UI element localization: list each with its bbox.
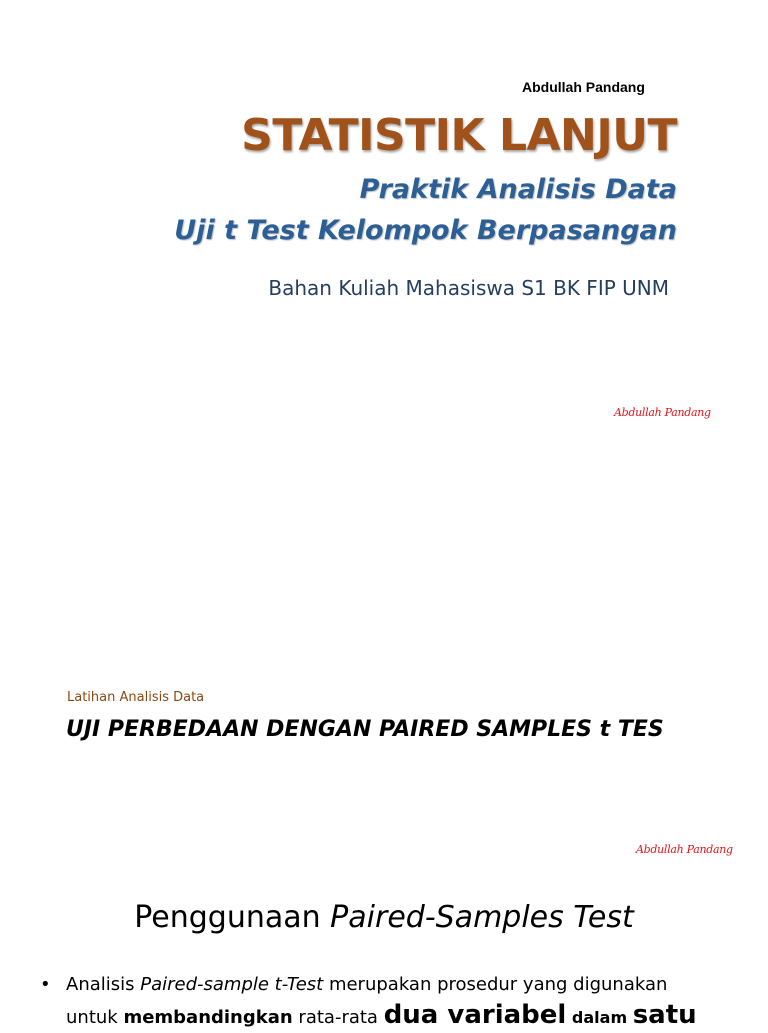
exercise-label: Latihan Analisis Data — [67, 690, 205, 705]
course-description: Bahan Kuliah Mahasiswa S1 BK FIP UNM — [268, 276, 669, 300]
text-segment: merupakan prosedur yang digunakan — [323, 974, 668, 995]
author-signature-2: Abdullah Pandang — [636, 843, 733, 856]
bullet-icon: • — [40, 974, 51, 995]
text-segment-italic: Paired-sample t-Test — [140, 974, 324, 995]
usage-title-italic: Paired-Samples Test — [330, 900, 634, 935]
usage-title-plain: Penggunaan — [134, 900, 331, 935]
author-signature: Abdullah Pandang — [614, 406, 711, 419]
bullet-line-1 — [40, 970, 740, 1000]
text-segment: untuk — [66, 1007, 124, 1028]
text-segment: rata-rata — [292, 1007, 384, 1028]
subtitle-line-2: Uji t Test Kelompok Berpasangan — [174, 215, 677, 246]
subtitle-line-1: Praktik Analisis Data — [359, 174, 677, 205]
bullet-line-2 — [40, 1000, 740, 1033]
text-segment: Analisis — [66, 974, 141, 995]
author-name: Abdullah Pandang — [522, 79, 645, 95]
section-heading: UJI PERBEDAAN DENGAN PAIRED SAMPLES t TES — [66, 717, 664, 742]
text-segment-bold: dalam — [566, 1008, 633, 1027]
text-segment-bold: membandingkan — [123, 1007, 293, 1028]
slide-title: STATISTIK LANJUT — [241, 110, 677, 161]
text-segment-emphasis: dua variabel — [383, 1000, 567, 1030]
text-segment-emphasis: satu — [632, 1000, 697, 1030]
usage-title — [0, 900, 768, 935]
